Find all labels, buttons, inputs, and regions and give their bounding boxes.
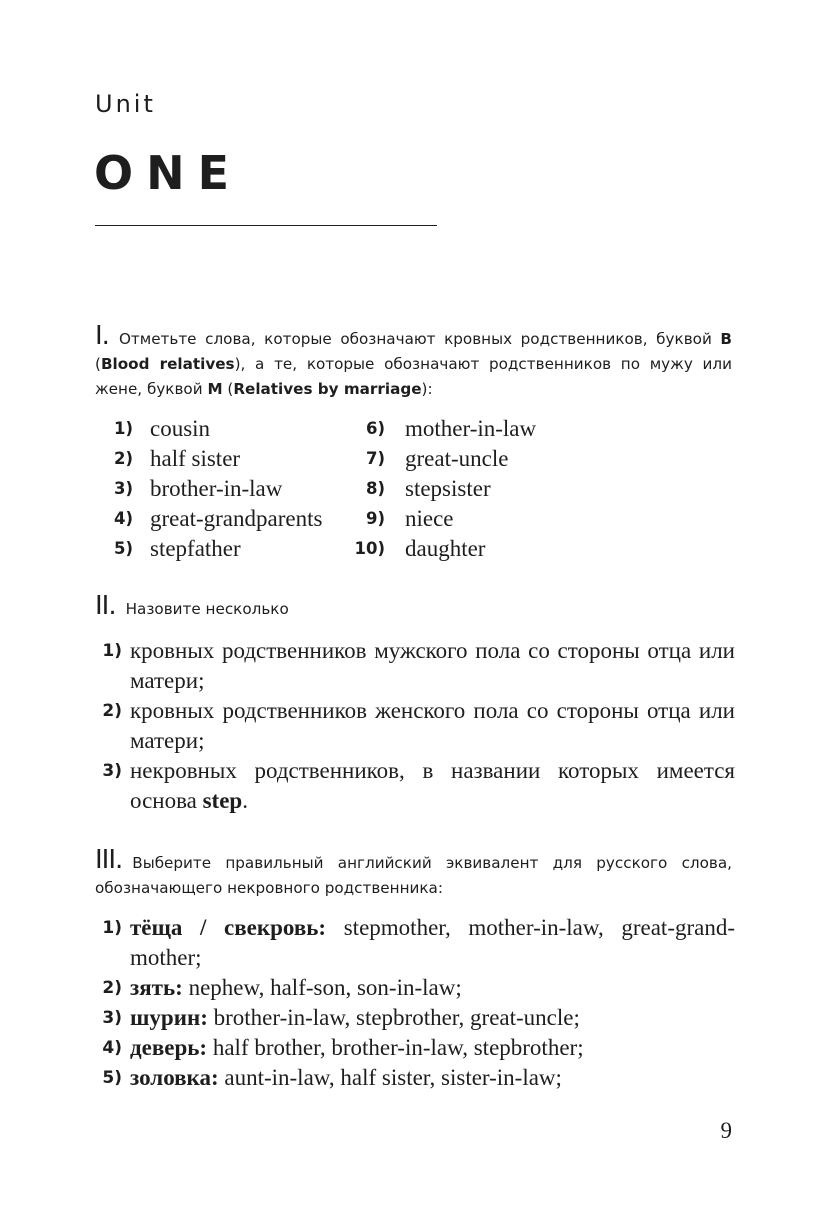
list-item <box>95 1033 735 1063</box>
item-term: деверь: <box>130 1035 208 1060</box>
item-text <box>130 1063 735 1093</box>
item-word: mother-in-law <box>405 416 537 441</box>
item-text <box>130 1033 735 1063</box>
item-word: great-uncle <box>405 446 509 471</box>
list-item <box>95 474 735 504</box>
exercise-2-number: II. <box>95 591 116 621</box>
item-word: brother-in-law <box>150 476 283 501</box>
term-relatives-by-marriage: Relatives by marriage <box>233 380 422 398</box>
item-text: кровных родственников мужского пола со стороны отца или матери; <box>130 638 735 693</box>
item-number: 9) <box>365 509 385 528</box>
item-text: кровных родственников женского пола со стороны отца или матери; <box>130 698 735 753</box>
item-word: stepfather <box>150 536 241 561</box>
list-item <box>95 756 735 816</box>
item-number: 1) <box>102 641 122 661</box>
item-number: 5) <box>102 1068 122 1088</box>
item-term: тёща / свекровь: <box>130 915 327 940</box>
item-text-bold: step <box>202 788 243 813</box>
exercise-1-instructions: I. Отметьте слова, которые обозначают кровных родственников, буквой B (Blood relatives), а те, которые обозначают родственников по мужу или жене, буквой M (Relatives by marriage): <box>95 321 733 398</box>
item-options: brother-in-law, stepbrother, great-uncle; <box>213 1005 580 1030</box>
item-options: aunt-in-law, half sister, sister-in-law; <box>224 1065 562 1090</box>
item-options: stepmother, mother-in-law, great-grand-mother; <box>130 915 736 970</box>
item-number: 10) <box>354 539 385 558</box>
item-number: 4) <box>102 1038 122 1058</box>
item-term: золовка: <box>130 1065 219 1090</box>
item-word: stepsister <box>405 476 491 501</box>
letter-m: M <box>207 380 223 398</box>
list-item <box>95 913 735 973</box>
item-number: 1) <box>113 419 133 438</box>
exercise-1-text-b: ), а те, которые обозначают родственников по мужу или жене, буквой <box>95 355 733 398</box>
item-number: 7) <box>365 449 385 468</box>
list-item <box>95 636 735 696</box>
exercise-3-instructions <box>95 845 732 901</box>
item-word: great-grandparents <box>150 506 323 531</box>
item-number: 1) <box>102 918 122 938</box>
exercise-3-text: Выберите правильный английский эквивалент для русского слова, обозначающего некровного родственника: <box>95 854 732 897</box>
item-text <box>130 913 735 973</box>
item-number: 3) <box>102 761 122 781</box>
item-word: niece <box>405 506 454 531</box>
list-item <box>95 1063 735 1093</box>
exercise-2-text: Назовите несколько <box>125 600 289 618</box>
exercise-1-text-a: Отметьте слова, которые обозначают кровных родственников, буквой <box>118 330 712 348</box>
item-options: nephew, half-son, son-in-law; <box>188 975 462 1000</box>
item-text: некровных родственников, в названии которых имеется основа step. <box>130 758 735 813</box>
item-number: 4) <box>113 509 133 528</box>
item-number: 5) <box>113 539 133 558</box>
list-item <box>95 973 735 1003</box>
item-number: 6) <box>365 419 385 438</box>
list-item <box>95 414 735 444</box>
item-number: 3) <box>113 479 133 498</box>
item-number: 2) <box>102 978 122 998</box>
item-number: 3) <box>102 1008 122 1028</box>
exercise-3-number: III. <box>95 845 123 875</box>
list-item <box>95 1003 735 1033</box>
list-item <box>95 444 735 474</box>
item-text <box>130 1003 735 1033</box>
item-term: зять: <box>130 975 183 1000</box>
title-rule <box>95 225 437 226</box>
item-term: шурин: <box>130 1005 208 1030</box>
item-word: cousin <box>150 416 211 441</box>
letter-b: B <box>720 330 732 348</box>
item-word: daughter <box>405 536 486 561</box>
item-options: half brother, brother-in-law, stepbrother; <box>212 1035 584 1060</box>
exercise-3-list <box>95 913 735 1093</box>
item-number: 2) <box>102 701 122 721</box>
exercise-1-word-list <box>95 414 735 564</box>
term-blood-relatives: Blood relatives <box>100 355 235 373</box>
item-text <box>130 973 735 1003</box>
exercise-2-list <box>95 636 735 816</box>
item-number: 2) <box>113 449 133 468</box>
exercise-2-instructions <box>95 591 732 622</box>
list-item <box>95 504 735 534</box>
item-text-main: некровных родственников, в названии которых имеется основа <box>130 758 735 813</box>
list-item <box>95 696 735 756</box>
exercise-1-number: I. <box>95 321 109 351</box>
unit-label: Unit <box>95 90 156 118</box>
page-number: 9 <box>720 1118 732 1143</box>
list-item <box>95 534 735 564</box>
unit-title: ONE <box>94 146 243 200</box>
item-number: 8) <box>365 479 385 498</box>
item-word: half sister <box>150 446 241 471</box>
